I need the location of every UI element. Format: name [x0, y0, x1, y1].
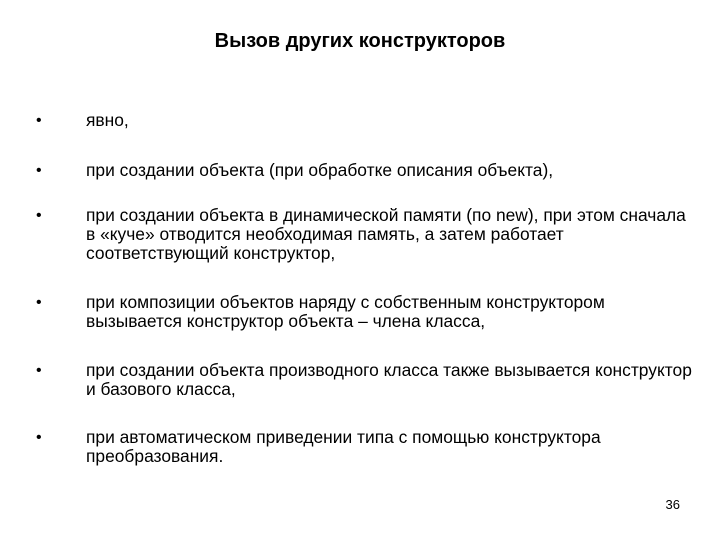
list-item-text: при композиции объектов наряду с собственным конструктором вызывается конструктор объекта – члена класса, [86, 292, 605, 331]
bullet-marker: • [36, 362, 42, 379]
page-number: 36 [665, 497, 680, 512]
slide-title: Вызов других конструкторов [214, 30, 506, 52]
list-item-text: при создании объекта в динамической памяти (по new), при этом сначала в «куче» отводится необходимая память, а затем работает соответствующий конструктор, [86, 205, 686, 263]
bullet-marker: • [36, 162, 42, 179]
bullet-marker: • [36, 112, 42, 129]
list-item-text: при создании объекта (при обработке описания объекта), [86, 160, 554, 180]
bullet-marker: • [36, 207, 42, 224]
list-item-text: при создании объекта производного класса также вызывается конструктор и базового класса, [86, 360, 692, 399]
bullet-marker: • [36, 294, 42, 311]
list-item-text: при автоматическом приведении типа с помощью конструктора преобразования. [86, 427, 601, 466]
bullet-marker: • [36, 429, 42, 446]
list-item-text: явно, [86, 110, 129, 130]
